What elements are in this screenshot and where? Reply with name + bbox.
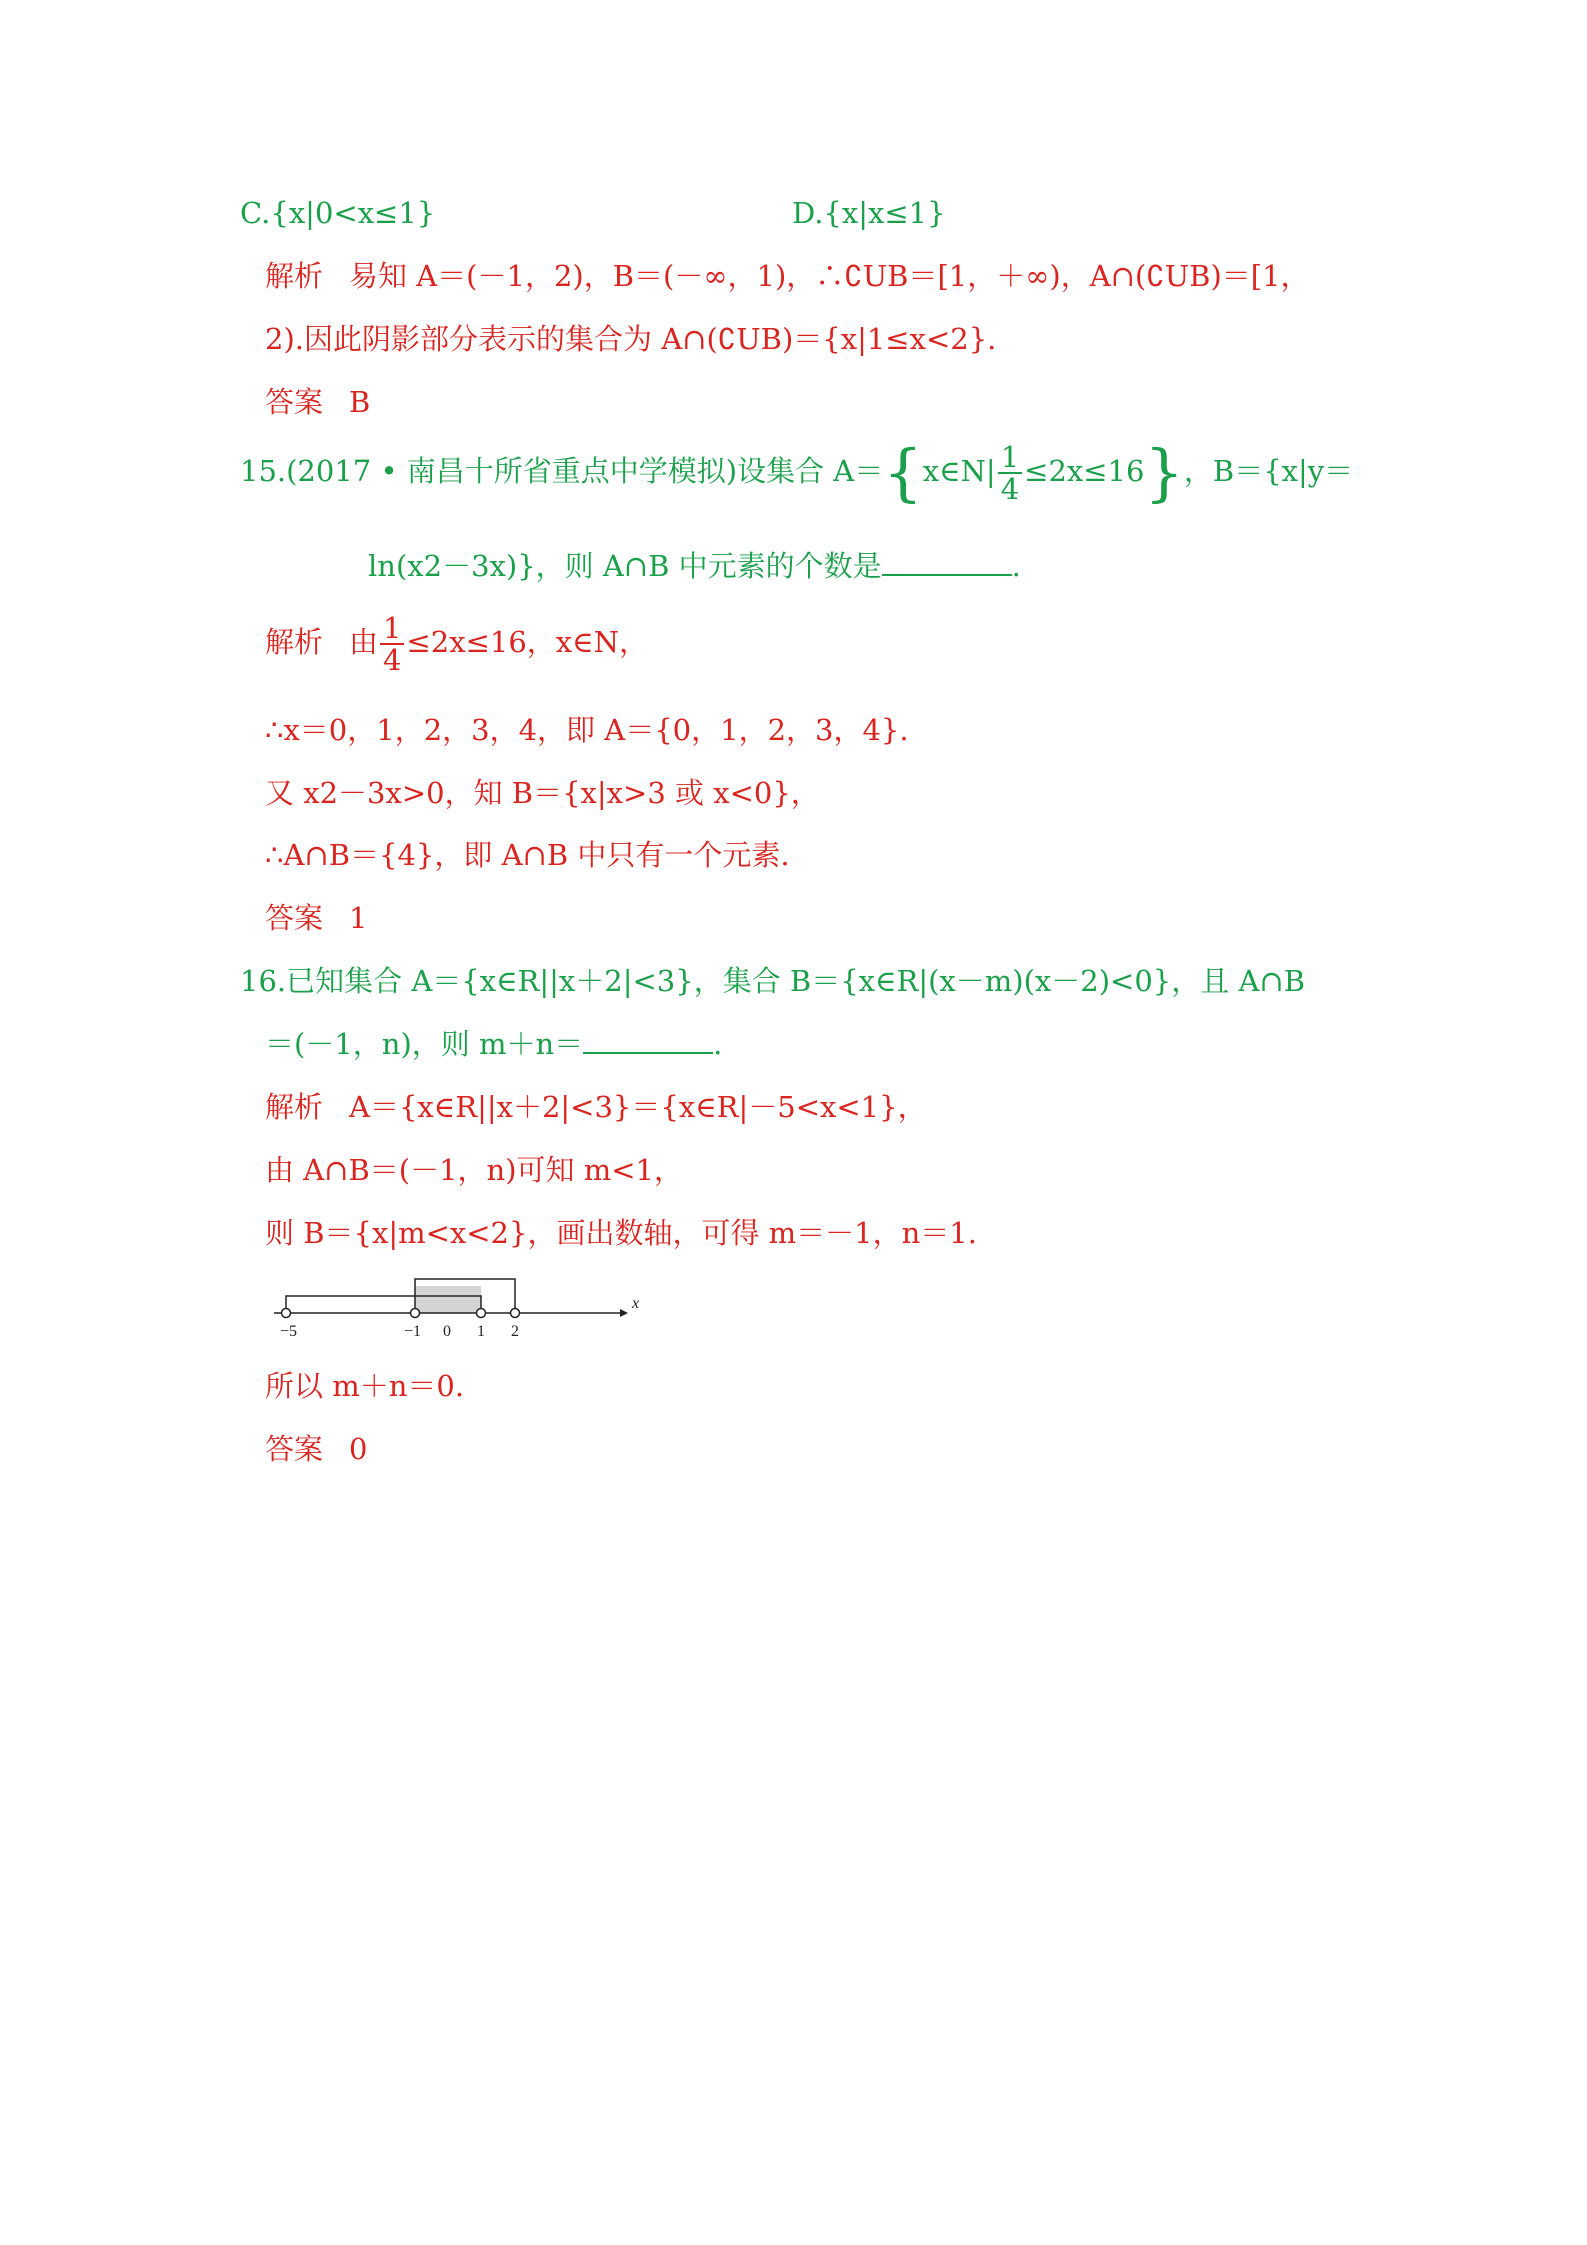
left-brace: { xyxy=(883,436,923,509)
q16-analysis-step3: 则 B＝{x|m<x<2}，画出数轴，可得 m＝－1，n＝1. xyxy=(265,1216,977,1250)
answer-label: 答案 xyxy=(265,385,324,419)
right-brace: } xyxy=(1144,436,1184,509)
q15-question-line2: ln(x2－3x)}，则 A∩B 中元素的个数是 . xyxy=(368,549,1021,583)
q16-question-line2: ＝(－1，n)，则 m＋n＝ . xyxy=(265,1027,723,1061)
number-line-figure xyxy=(260,1268,650,1340)
answer-value: 0 xyxy=(349,1432,368,1466)
choice-d: D.{x|x≤1} xyxy=(792,196,946,230)
endpoint-open xyxy=(477,1309,486,1318)
q16-line2-text: ＝(－1，n)，则 m＋n＝ xyxy=(265,1027,584,1061)
tick-label: 2 xyxy=(511,1323,519,1340)
q15-analysis-step3: 又 x2－3x>0，知 B＝{x|x>3 或 x<0}， xyxy=(265,776,820,810)
answer-blank xyxy=(583,1026,713,1054)
q14-answer xyxy=(265,382,370,422)
q16-analysis-step2: 由 A∩B＝(－1，n)可知 m<1， xyxy=(265,1153,683,1187)
axis-arrow xyxy=(620,1309,628,1317)
answer-value: 1 xyxy=(349,901,368,935)
axis-label: x xyxy=(632,1295,640,1312)
answer-label: 答案 xyxy=(265,901,324,935)
tick-label: 0 xyxy=(443,1323,451,1340)
q15-question-line1 xyxy=(240,436,1354,509)
q15-line2-text: ln(x2－3x)}，则 A∩B 中元素的个数是 xyxy=(368,549,882,583)
q15-analysis-step4: ∴A∩B＝{4}，即 A∩B 中只有一个元素. xyxy=(265,838,790,872)
q15-answer xyxy=(265,898,367,938)
q16-question-line1: 16.已知集合 A＝{x∈R||x＋2|<3}，集合 B＝{x∈R|(x－m)(x－2)<0}，且 A∩B xyxy=(240,964,1306,998)
answer-value: B xyxy=(349,385,371,419)
q16-analysis-step1: 解析 A＝{x∈R||x＋2|<3}＝{x∈R|－5<x<1}， xyxy=(265,1090,927,1124)
answer-label: 答案 xyxy=(265,1432,324,1466)
shaded-intersection xyxy=(415,1286,481,1313)
q15-prefix: 15.(2017 • 南昌十所省重点中学模拟)设集合 A＝ xyxy=(240,454,884,488)
tick-label: −1 xyxy=(404,1323,422,1340)
tick-label: 1 xyxy=(477,1323,485,1340)
q15-analysis-step1: 解析 由 $\frac{1}{4}$ ≤2x≤16，x∈N， xyxy=(265,611,648,677)
fraction: $\frac{1}{4}$ xyxy=(998,442,1022,504)
endpoint-open xyxy=(282,1309,291,1318)
analysis-label: 解析 xyxy=(265,625,324,659)
analysis-label: 解析 xyxy=(265,1090,324,1124)
q16-analysis-step4: 所以 m＋n＝0. xyxy=(265,1369,465,1403)
set-b: ，B＝{x|y＝ xyxy=(1183,454,1354,488)
endpoint-open xyxy=(511,1309,520,1318)
tick-label: −5 xyxy=(280,1323,298,1340)
endpoint-open xyxy=(411,1309,420,1318)
q16-answer xyxy=(265,1429,367,1469)
choice-c: C.{x|0<x≤1} xyxy=(240,196,436,230)
answer-blank xyxy=(882,548,1012,576)
fraction: $\frac{1}{4}$ xyxy=(380,613,404,675)
set-a-lead: x∈N| xyxy=(922,454,996,488)
q14-analysis-line1 xyxy=(265,256,1310,296)
analysis-label: 解析 xyxy=(265,259,324,293)
q14-analysis-line2: 2).因此阴影部分表示的集合为 A∩(∁UB)＝{x|1≤x<2}. xyxy=(265,322,997,356)
set-a-tail: ≤2x≤16 xyxy=(1024,454,1145,488)
analysis-text: 易知 A＝(－1，2)，B＝(－∞，1)，∴∁UB＝[1，＋∞)，A∩(∁UB)＝[1， xyxy=(349,259,1310,293)
q15-analysis-step2: ∴x＝0，1，2，3，4，即 A＝{0，1，2，3，4}. xyxy=(265,713,909,747)
